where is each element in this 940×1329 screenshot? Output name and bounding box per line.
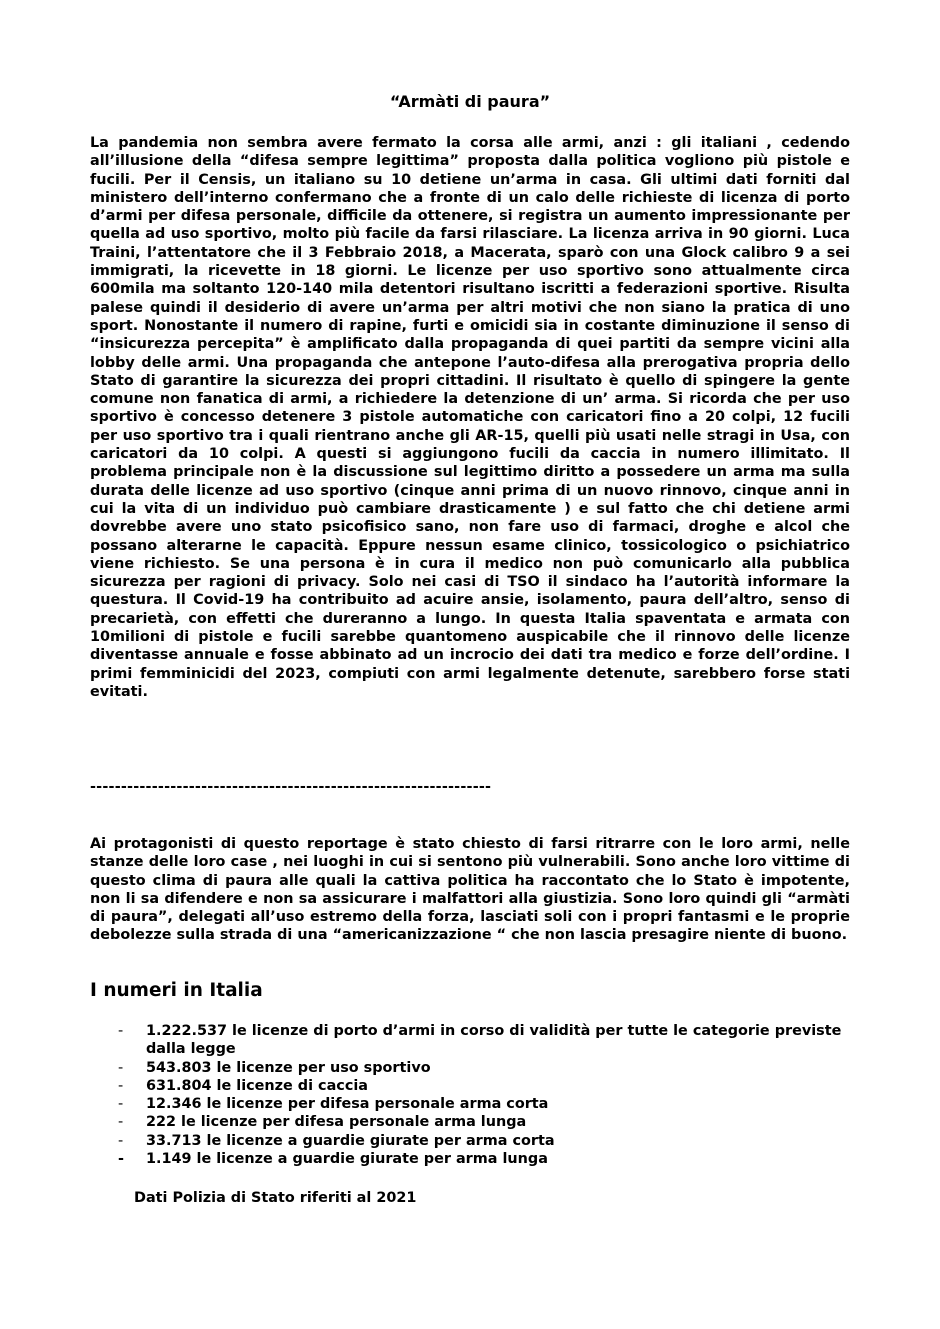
stat-text: 1.222.537 le licenze di porto d’armi in corso di validità per tutte le categorie previste dalla legge	[146, 1023, 842, 1058]
bullet-dash: -	[118, 1023, 124, 1039]
bullet-dash: -	[118, 1114, 124, 1131]
stat-text: 543.803 le licenze per uso sportivo	[146, 1059, 431, 1076]
bullet-dash: -	[118, 1151, 124, 1168]
list-item	[90, 1113, 850, 1131]
stat-text: 12.346 le licenze per difesa personale arma corta	[146, 1096, 549, 1113]
list-item	[90, 1077, 850, 1095]
bullet-dash: -	[118, 1096, 124, 1113]
list-item	[90, 1022, 850, 1059]
stats-list	[90, 1022, 850, 1168]
list-item	[90, 1150, 850, 1168]
source-note: Dati Polizia di Stato riferiti al 2021	[134, 1190, 417, 1206]
separator-line: -----------------------------------------------------------------	[90, 779, 492, 795]
list-item	[90, 1059, 850, 1077]
article-paragraph: La pandemia non sembra avere fermato la corsa alle armi, anzi : gli italiani , cedendo all’illusione della “difesa sempre legittima” proposta dalla politica vogliono più pistole e fucili. Per il Censis, un italiano su 10 detiene un’arma in casa. Gli ultimi dati forniti dal ministero dell’interno confermano che a fronte di un calo delle richieste di licenza di porto d’armi per difesa personale, difficile da ottenere, si registra un aumento impressionante per quella ad uso sportivo, molto più facile da farsi rilasciare. La licenza arriva in 90 giorni. Luca Traini, l’attentatore che il 3 Febbraio 2018, a Macerata, sparò con una Glock calibro 9 a sei immigrati, la ricevette in 18 giorni. Le licenze per uso sportivo sono attualmente circa 600mila ma soltanto 120-140 mila detentori risultano iscritti a federazioni sportive. Risulta palese quindi il desiderio di avere un’arma per altri motivi che non siano la pratica di uno sport. Nonostante il numero di rapine, furti e omicidi sia in costante diminuzione il senso di “insicurezza percepita” è amplificato dalla propaganda di quei partiti da sempre vicini alla lobby delle armi. Una propaganda che antepone l’auto-difesa alla prerogativa propria dello Stato di garantire la sicurezza dei propri cittadini. Il risultato è quello di spingere la gente comune non fanatica di armi, a richiedere la detenzione di un’ arma. Si ricorda che per uso sportivo è concesso detenere 3 pistole automatiche con caricatori fino a 20 colpi, 12 fucili per uso sportivo tra i quali rientrano anche gli AR-15, quelli più usati nelle stragi in Usa, con caricatori da 10 colpi. A questi si aggiungono fucili da caccia in numero illimitato. Il problema principale non è la discussione sul legittimo diritto a possedere un arma ma sulla durata delle licenze ad uso sportivo (cinque anni prima di un nuovo rinnovo, cinque anni in cui la vita di un individuo può cambiare drasticamente ) e sul fatto che chi detiene armi dovrebbe avere uno stato psicofisico sano, non fare uso di farmaci, droghe e alcol che possano alterarne le capacità. Eppure nessun esame clinico, tossicologico o psichiatrico viene richiesto. Se una persona è in cura il medico non può comunicarlo alla pubblica sicurezza per ragioni di privacy. Solo nei casi di TSO il sindaco ha l’autorità informare la questura. Il Covid-19 ha contribuito ad acuire ansie, isolamento, paura dell’altro, senso di precarietà, con effetti che dureranno a lungo. In questa Italia spaventata e armata con 10milioni di pistole e fucili sarebbe quantomeno auspicabile che il rinnovo delle licenze diventasse annuale e fosse abbinato ad un incrocio dei dati tra medico e forze dell’ordine. I primi femminicidi del 2023, compiuti con armi legalmente detenute, sarebbero forse stati evitati.	[90, 135, 850, 700]
bullet-dash: -	[118, 1077, 124, 1094]
stat-text: 1.149 le licenze a guardie giurate per arma lunga	[146, 1151, 548, 1168]
stat-text: 631.804 le licenze di caccia	[146, 1077, 368, 1094]
stat-text: 222 le licenze per difesa personale arma lunga	[146, 1114, 527, 1131]
stat-text: 33.713 le licenze a guardie giurate per arma corta	[146, 1132, 555, 1149]
bullet-dash: -	[118, 1132, 124, 1149]
document-title: “Armàti di paura”	[389, 92, 551, 111]
section-heading: I numeri in Italia	[90, 980, 263, 1001]
list-item	[90, 1132, 850, 1150]
intro-paragraph: Ai protagonisti di questo reportage è stato chiesto di farsi ritrarre con le loro armi, nelle stanze delle loro case , nei luoghi in cui si sentono più vulnerabili. Sono anche loro vittime di questo clima di paura alle quali la cattiva politica ha raccontato che lo Stato è impotente, non li sa difendere e non sa assicurare i malfattori alla giustizia. Sono loro quindi gli “armàti di paura”, delegati all’uso estremo della forza, lasciati soli con i propri fantasmi e le proprie debolezze sulla strada di una “americanizzazione “ che non lascia presagire niente di buono.	[90, 836, 850, 944]
list-item	[90, 1095, 850, 1113]
bullet-dash: -	[118, 1059, 124, 1076]
